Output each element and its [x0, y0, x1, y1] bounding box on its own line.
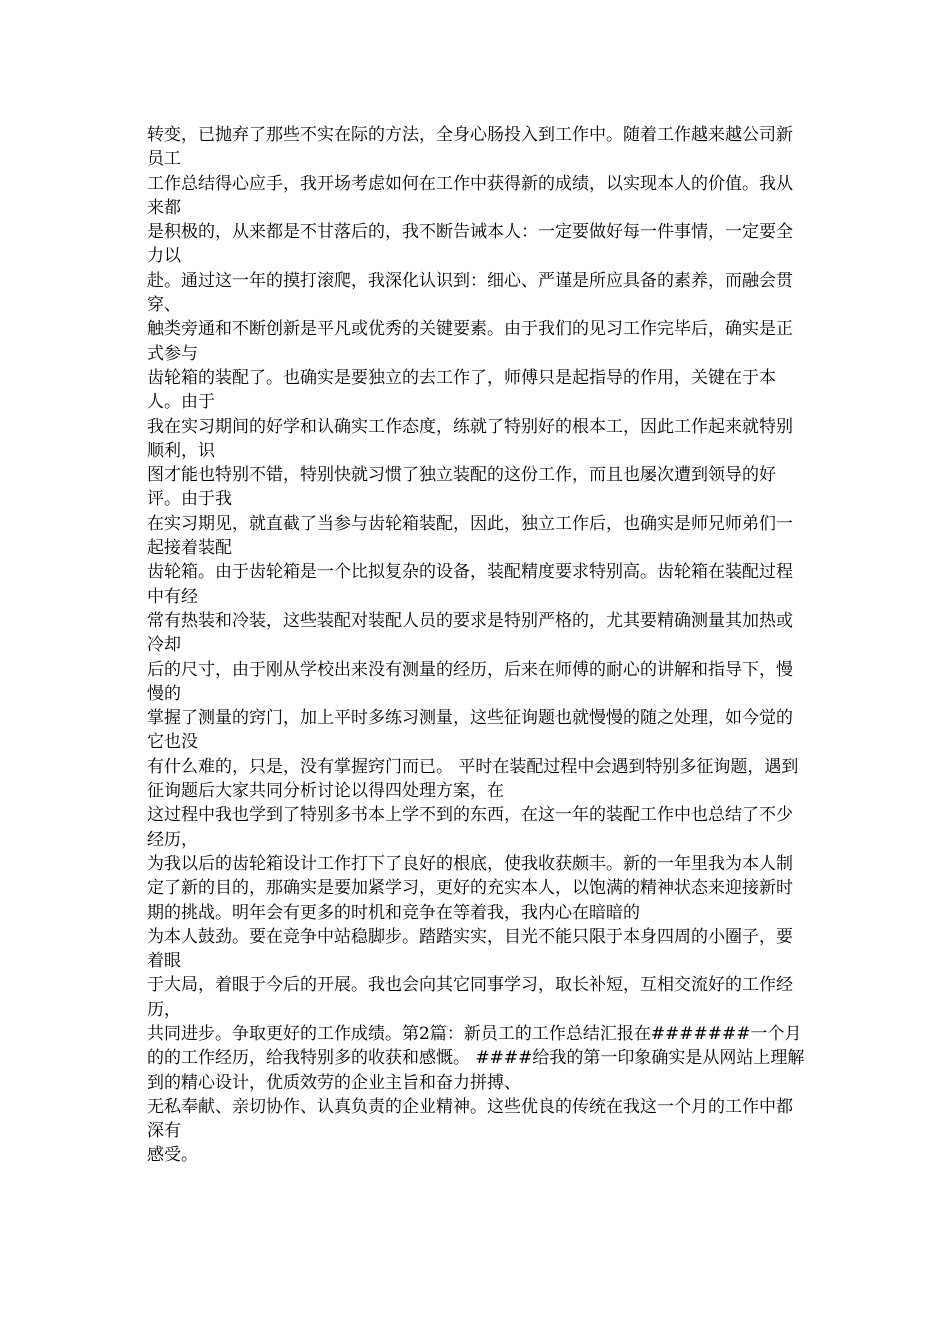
paragraph-line: 为本人鼓劲。要在竞争中站稳脚步。踏踏实实，目光不能只限于本身四周的小圈子，要着眼 [147, 926, 793, 972]
paragraph-line: 是积极的，从来都是不甘落后的，我不断告诫本人：一定要做好每一件事情，一定要全力以 [147, 222, 793, 267]
paragraph-line: 图才能也特别不错，特别快就习惯了独立装配的这份工作，而且也屡次遭到领导的好评。由于我 [147, 465, 776, 510]
paragraph-line: 后的尺寸，由于刚从学校出来没有测量的经历，后来在师傅的耐心的讲解和指导下，慢慢的 [147, 659, 793, 704]
document-body [147, 123, 807, 1168]
paragraph-line: 无私奉献、亲切协作、认真负责的企业精神。这些优良的传统在我这一个月的工作中都深有 [147, 1096, 793, 1142]
paragraph-line: 工作总结得心应手，我开场考虑如何在工作中获得新的成绩，以实现本人的价值。我从来都 [147, 173, 793, 218]
paragraph-line: 赴。通过这一年的摸打滚爬，我深化认识到：细心、严谨是所应具备的素养，而融会贯穿、 [147, 270, 793, 316]
paragraph-line: 有什么难的，只是，没有掌握窍门而已。 平时在装配过程中会遇到特别多征询题，遇到征询题后大家共同分析讨论以得四处理方案，在 [147, 756, 799, 802]
paragraph-line: 齿轮箱。由于齿轮箱是一个比拟复杂的设备，装配精度要求特别高。齿轮箱在装配过程中有经 [147, 562, 793, 607]
paragraph-line: 共同进步。争取更好的工作成绩。第2篇：新员工的工作总结汇报在#######一个月的的工作经历，给我特别多的收获和感慨。 ####给我的第一印象确实是从网站上理解到的精心设计，优质效劳的企业主旨和奋力拼搏、 [147, 1023, 805, 1093]
paragraph-line: 触类旁通和不断创新是平凡或优秀的关键要素。由于我们的见习工作完毕后，确实是正式参与 [147, 319, 793, 364]
paragraph-line: 我在实习期间的好学和认确实工作态度，练就了特别好的根本工，因此工作起来就特别顺利，识 [147, 416, 793, 461]
paragraph-line: 这过程中我也学到了特别多书本上学不到的东西，在这一年的装配工作中也总结了不少经历， [147, 805, 793, 850]
paragraph-line: 掌握了测量的窍门，加上平时多练习测量，这些征询题也就慢慢的随之处理，如今觉的它也没 [147, 708, 793, 753]
paragraph-line: 常有热装和冷装，这些装配对装配人员的要求是特别严格的，尤其要精确测量其加热或冷却 [147, 610, 793, 656]
paragraph-line: 感受。 [147, 1145, 198, 1166]
paragraph-line: 齿轮箱的装配了。也确实是要独立的去工作了，师傅只是起指导的作用，关键在于本人。由于 [147, 367, 776, 413]
paragraph-line: 在实习期见，就直截了当参与齿轮箱装配，因此，独立工作后，也确实是师兄师弟们一起接着装配 [147, 513, 793, 559]
paragraph-line: 转变，已抛弃了那些不实在际的方法，全身心肠投入到工作中。随着工作越来越公司新员工 [147, 125, 793, 170]
paragraph-line: 于大局，着眼于今后的开展。我也会向其它同事学习，取长补短，互相交流好的工作经历， [147, 975, 793, 1020]
paragraph-line: 为我以后的齿轮箱设计工作打下了良好的根底，使我收获颇丰。新的一年里我为本人制定了新的目的，那确实是要加紧学习，更好的充实本人，以饱满的精神状态来迎接新时期的挑战。明年会有更多的时机和竞争在等着我，我内心在暗暗的 [147, 853, 793, 923]
